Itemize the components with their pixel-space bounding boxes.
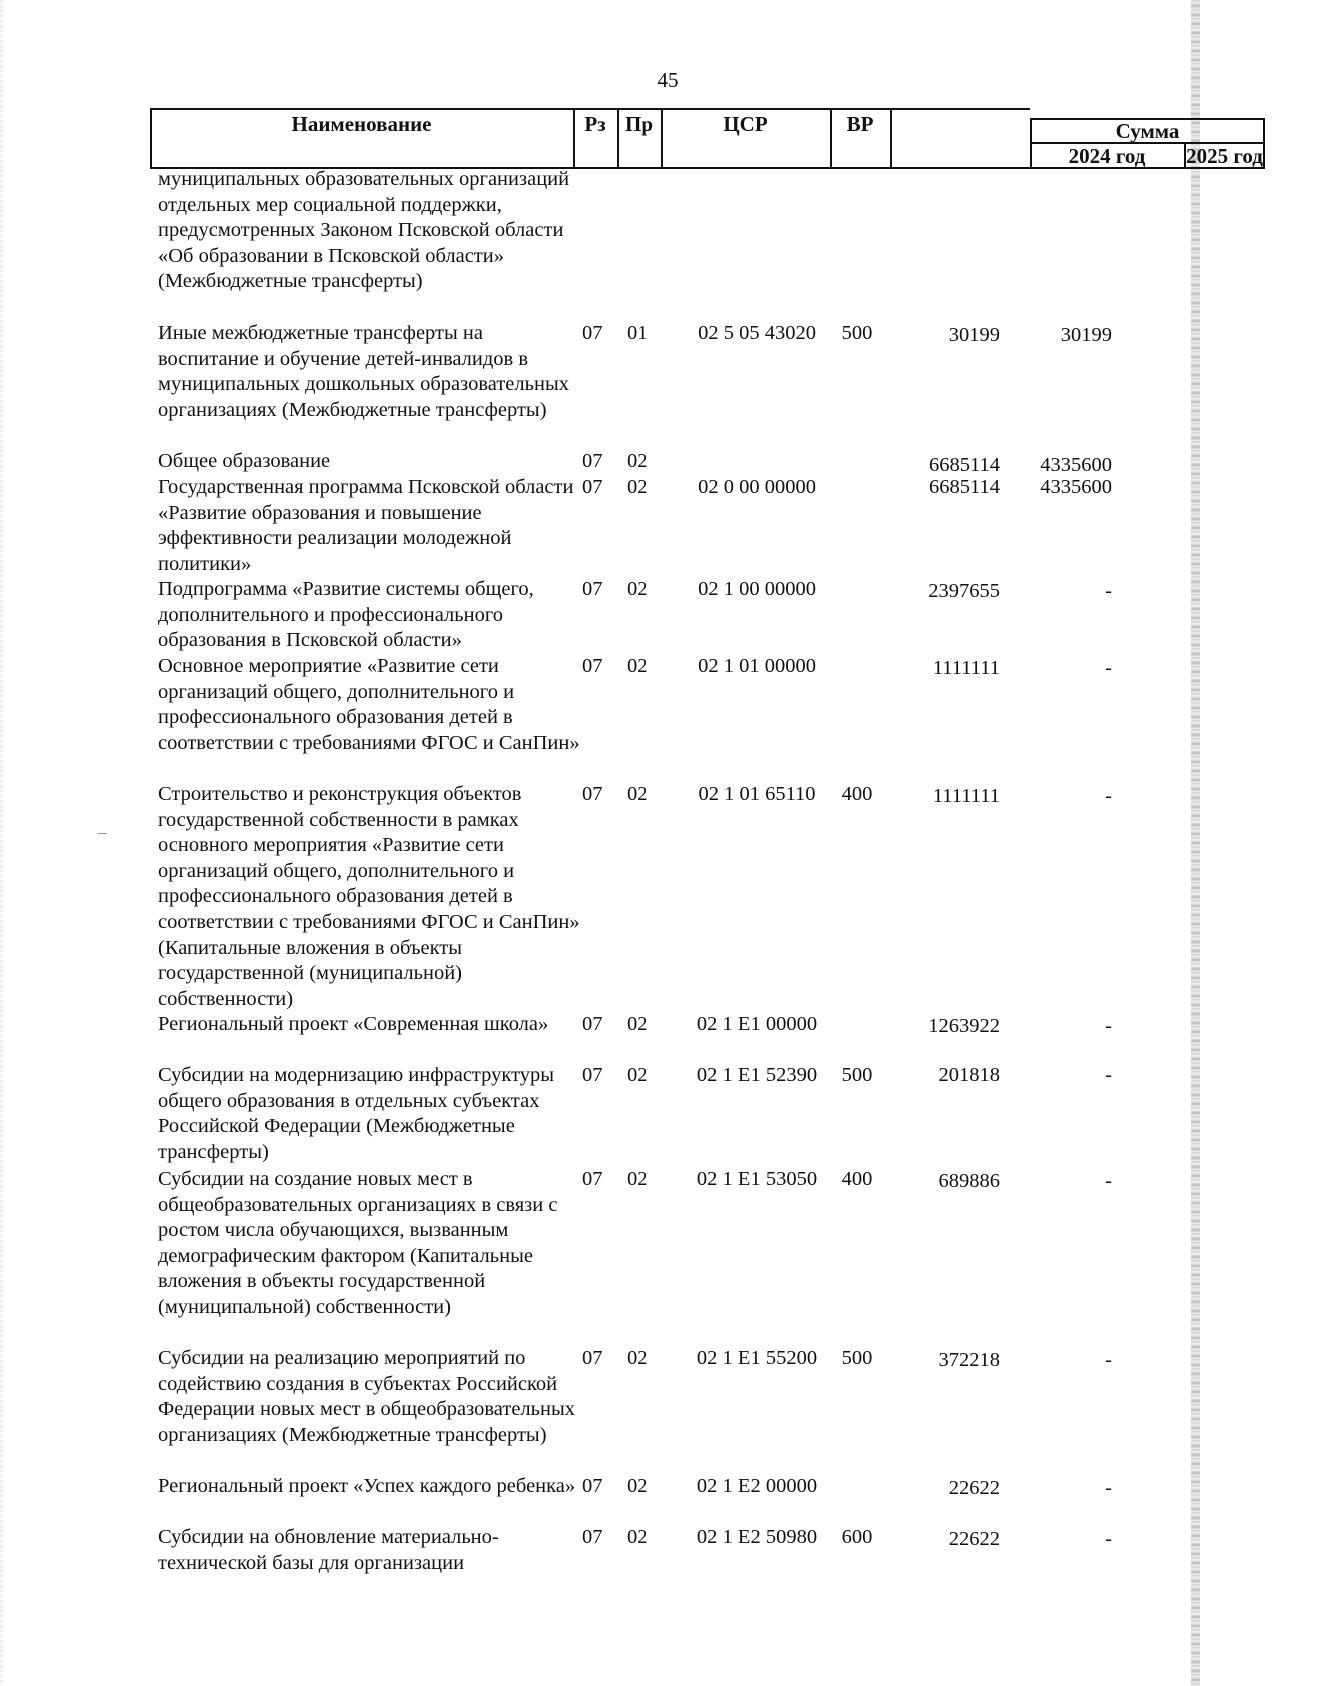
header-rz: Рз [584, 112, 606, 136]
header-name: Наименование [291, 112, 432, 136]
scan-left-edge [0, 0, 3, 1686]
row-name: Региональный проект «Успех каждого ребенка» [158, 1475, 576, 1497]
row-sum-2025: - [1105, 1170, 1112, 1192]
row-pr: 02 [627, 1347, 648, 1369]
row-sum-2024: 1111111 [932, 785, 1000, 807]
row-rz: 07 [582, 655, 603, 677]
row-sum-2025: - [1105, 1064, 1112, 1086]
row-vr: 500 [841, 1064, 873, 1086]
row-rz: 07 [582, 476, 603, 498]
row-name: Субсидии на создание новых мест в общеобразовательных организациях в связи с ростом числа обучающихся, вызванным демографическим фактором (Капитальные вложения в объекты государственной (муниципальной) собственности) [158, 1168, 558, 1318]
row-pr: 02 [627, 1168, 648, 1190]
row-vr: 600 [841, 1526, 873, 1548]
row-name: Субсидии на реализацию мероприятий по содействию создания в субъектах Российской Федерации новых мест в общеобразовательных организациях (Межбюджетные трансферты) [158, 1347, 575, 1446]
row-pr: 02 [627, 450, 648, 472]
row-name: Общее образование [158, 450, 331, 472]
row-name: Субсидии на модернизацию инфраструктуры общего образования в отдельных субъектах Российской Федерации (Межбюджетные трансферты) [158, 1064, 555, 1163]
row-rz: 07 [582, 1168, 603, 1190]
row-rz: 07 [582, 783, 603, 805]
row-sum-2025: - [1105, 785, 1112, 807]
row-csr: 02 0 00 00000 [698, 476, 816, 498]
row-csr: 02 5 05 43020 [698, 322, 816, 344]
row-sum-2025: - [1105, 1528, 1112, 1550]
row-sum-2024: 6685114 [929, 476, 1000, 498]
row-rz: 07 [582, 578, 603, 600]
row-pr: 02 [627, 1064, 648, 1086]
row-csr: 02 1 E2 00000 [696, 1475, 818, 1497]
row-rz: 07 [582, 1475, 603, 1497]
row-rz: 07 [582, 1347, 603, 1369]
row-name: Строительство и реконструкция объектов государственной собственности в рамках основного мероприятия «Развитие сети организаций общего, дополнительного и профессионального образования детей в соответствии с требованиями ФГОС и СанПин» (Капитальные вложения в объекты государственной (муниципальной) собственности) [158, 783, 580, 1010]
row-name: Субсидии на обновление материально-технической базы для организации [158, 1526, 499, 1574]
row-csr: 02 1 E1 00000 [696, 1013, 818, 1035]
row-sum-2024: 22622 [948, 1477, 1000, 1499]
table-header [150, 108, 1263, 170]
row-rz: 07 [582, 1064, 603, 1086]
row-pr: 02 [627, 476, 648, 498]
header-year-2025: 2025 год [1186, 144, 1263, 168]
header-vr: ВР [846, 112, 874, 136]
row-rz: 07 [582, 450, 603, 472]
row-sum-2024: 30199 [948, 324, 1000, 346]
header-year-2024: 2024 год [1068, 144, 1146, 168]
row-sum-2024: 1263922 [928, 1015, 1000, 1037]
row-pr: 02 [627, 783, 648, 805]
row-sum-2024: 201818 [938, 1064, 1000, 1086]
row-sum-2024: 689886 [938, 1170, 1000, 1192]
row-sum-2024: 2397655 [928, 580, 1000, 602]
row-pr: 02 [627, 1475, 648, 1497]
row-csr: 02 1 01 65110 [698, 783, 816, 805]
row-sum-2025: 30199 [1060, 324, 1112, 346]
header-sum: Сумма [1115, 119, 1180, 143]
row-sum-2025: 4335600 [1040, 476, 1112, 498]
row-sum-2025: - [1105, 580, 1112, 602]
row-pr: 02 [627, 655, 648, 677]
row-sum-2025: 4335600 [1040, 454, 1112, 476]
header-pr: Пр [624, 112, 653, 136]
row-vr: 400 [841, 783, 873, 805]
scan-speck [98, 833, 107, 834]
row-sum-2024: 22622 [948, 1528, 1000, 1550]
row-csr: 02 1 00 00000 [698, 578, 816, 600]
row-csr: 02 1 E2 50980 [696, 1526, 818, 1548]
row-csr: 02 1 01 00000 [698, 655, 816, 677]
row-rz: 07 [582, 1526, 603, 1548]
row-sum-2024: 372218 [938, 1349, 1000, 1371]
row-csr: 02 1 E1 55200 [696, 1347, 818, 1369]
row-pr: 02 [627, 1526, 648, 1548]
scan-right-edge [1191, 0, 1200, 1686]
row-sum-2025: - [1105, 1349, 1112, 1371]
row-sum-2025: - [1105, 1477, 1112, 1499]
row-pr: 02 [627, 578, 648, 600]
row-vr: 400 [841, 1168, 873, 1190]
row-sum-2025: - [1105, 657, 1112, 679]
row-vr: 500 [841, 322, 873, 344]
header-csr: ЦСР [723, 112, 768, 136]
row-csr: 02 1 E1 53050 [696, 1168, 818, 1190]
row-vr: 500 [841, 1347, 873, 1369]
row-sum-2024: 6685114 [929, 454, 1000, 476]
row-rz: 07 [582, 322, 603, 344]
row-name: Основное мероприятие «Развитие сети организаций общего, дополнительного и профессионального образования детей в соответствии с требованиями ФГОС и СанПин» [158, 655, 580, 754]
row-name: Региональный проект «Современная школа» [158, 1013, 549, 1035]
row-pr: 01 [627, 322, 648, 344]
row-rz: 07 [582, 1013, 603, 1035]
row-pr: 02 [627, 1013, 648, 1035]
row-name: муниципальных образовательных организаций отдельных мер социальной поддержки, предусмотренных Законом Псковской области «Об образовании в Псковской области» (Межбюджетные трансферты) [158, 168, 570, 293]
row-name: Подпрограмма «Развитие системы общего, дополнительного и профессионального образования в Псковской области» [158, 578, 534, 652]
row-csr: 02 1 E1 52390 [696, 1064, 818, 1086]
row-name: Государственная программа Псковской области «Развитие образования и повышение эффективности реализации молодежной политики» [158, 476, 574, 575]
row-name: Иные межбюджетные трансферты на воспитание и обучение детей-инвалидов в муниципальных дошкольных образовательных организациях (Межбюджетные трансферты) [158, 322, 569, 421]
page-number: 45 [657, 68, 679, 92]
row-sum-2024: 1111111 [932, 657, 1000, 679]
row-sum-2025: - [1105, 1015, 1112, 1037]
